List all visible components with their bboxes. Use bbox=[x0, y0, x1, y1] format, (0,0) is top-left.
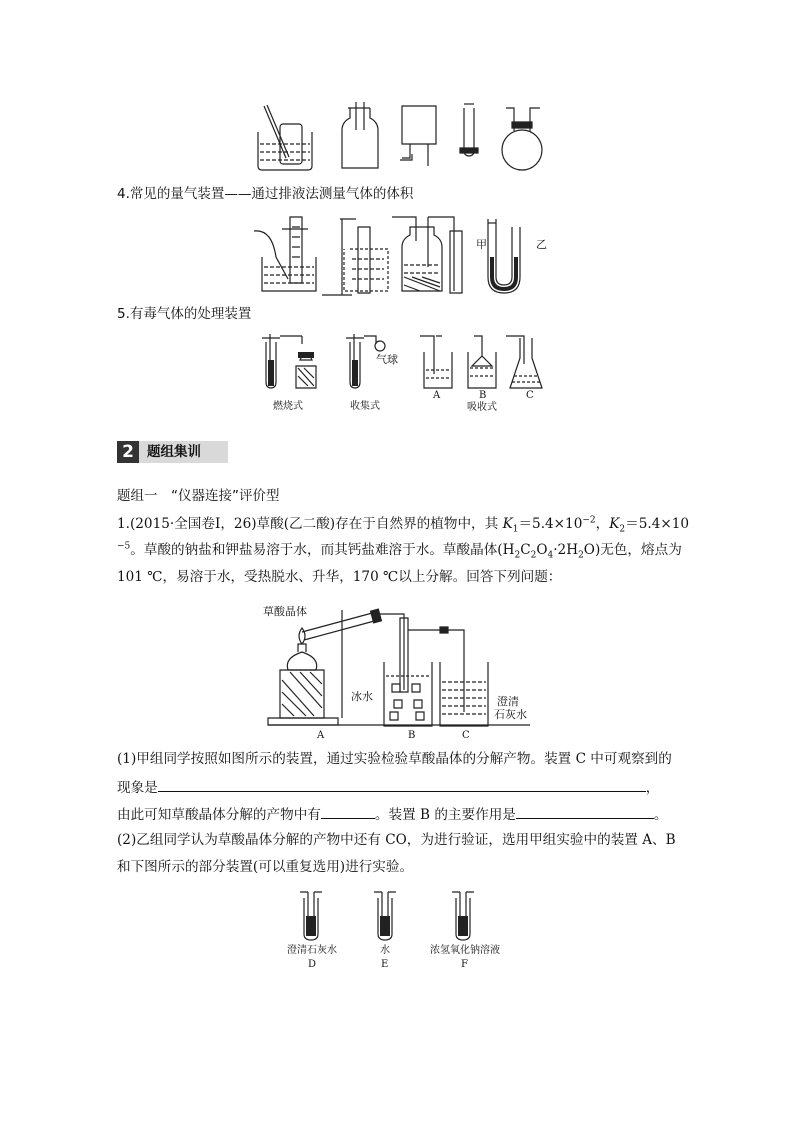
caption-C: C bbox=[526, 390, 534, 401]
q1-line3: 由此可知草酸晶体分解的产物中有 。装置 B 的主要作用是 。 bbox=[117, 807, 668, 823]
q2-line2: 和下图所示的部分装置(可以重复选用)进行实验。 bbox=[117, 859, 414, 875]
q1-line1: (1)甲组同学按照如图所示的装置，通过实验检验草酸晶体的分解产物。装置 C 中可观察到的 bbox=[117, 751, 672, 767]
caption-A: A bbox=[433, 390, 441, 401]
label-ice-water: 冰水 bbox=[351, 690, 373, 703]
fig1-label-B: B bbox=[408, 730, 416, 741]
problem1-line1: 1.(2015·全国卷Ⅰ，26)草酸(乙二酸)存在于自然界的植物中，其 $K_1=5.4\times 10^{-2}$，$K_2=5.4\times 10$ bbox=[117, 515, 690, 535]
caption-collect: 收集式 bbox=[350, 401, 380, 412]
label-qiqiu: 气球 bbox=[376, 353, 398, 366]
label-crystal: 草酸晶体 bbox=[263, 605, 307, 618]
fig1-label-C: C bbox=[462, 730, 470, 741]
caption-burn: 燃烧式 bbox=[273, 401, 303, 412]
q1-blank-function[interactable] bbox=[516, 806, 654, 819]
section-number-badge: 2 bbox=[117, 441, 139, 463]
q1-line2: 现象是 ， bbox=[117, 780, 660, 796]
fig2-label-E-text: 水 bbox=[380, 945, 390, 956]
q1-blank-phenomenon[interactable] bbox=[158, 779, 646, 792]
label-jia: 甲 bbox=[476, 238, 487, 251]
q1-blank-products[interactable] bbox=[321, 806, 375, 819]
label-limewater-1: 澄清 bbox=[497, 695, 519, 708]
test-tube-figure bbox=[296, 886, 486, 942]
fig1-label-A: A bbox=[317, 730, 325, 741]
section5-title: 5.有毒气体的处理装置 bbox=[117, 306, 252, 322]
fig2-label-D-text: 澄清石灰水 bbox=[287, 945, 337, 956]
top-apparatus-figure bbox=[250, 100, 550, 175]
label-yi: 乙 bbox=[536, 238, 547, 251]
problem1-line3: 101 ℃，易溶于水，受热脱水、升华，170 ℃以上分解。回答下列问题： bbox=[117, 569, 562, 585]
section-header-title: 题组集训 bbox=[147, 444, 201, 460]
q2-line1: (2)乙组同学认为草酸晶体分解的产物中还有 CO，为进行验证，选用甲组实验中的装置 A、B bbox=[117, 832, 676, 848]
caption-absorb: 吸收式 bbox=[467, 402, 497, 413]
toxic-gas-treatment-figure bbox=[258, 330, 558, 392]
group1-title: 题组一 “仪器连接”评价型 bbox=[117, 488, 280, 504]
section4-title: 4.常见的量气装置——通过排液法测量气体的体积 bbox=[117, 186, 414, 202]
problem1-line2: $^{-5}$。草酸的钠盐和钾盐易溶于水，而其钙盐难溶于水。草酸晶体$(H_2C_2O_4\cdot 2H_2O)$无色，熔点为 bbox=[117, 541, 682, 561]
caption-B: B bbox=[479, 390, 487, 401]
fig2-label-E: E bbox=[381, 959, 389, 970]
gas-measurement-figure bbox=[252, 207, 552, 299]
fig2-label-F: F bbox=[461, 959, 468, 970]
label-limewater-2: 石灰水 bbox=[494, 708, 527, 721]
fig2-label-D: D bbox=[308, 959, 317, 970]
fig2-label-F-text: 浓氢氧化钠溶液 bbox=[430, 945, 500, 956]
